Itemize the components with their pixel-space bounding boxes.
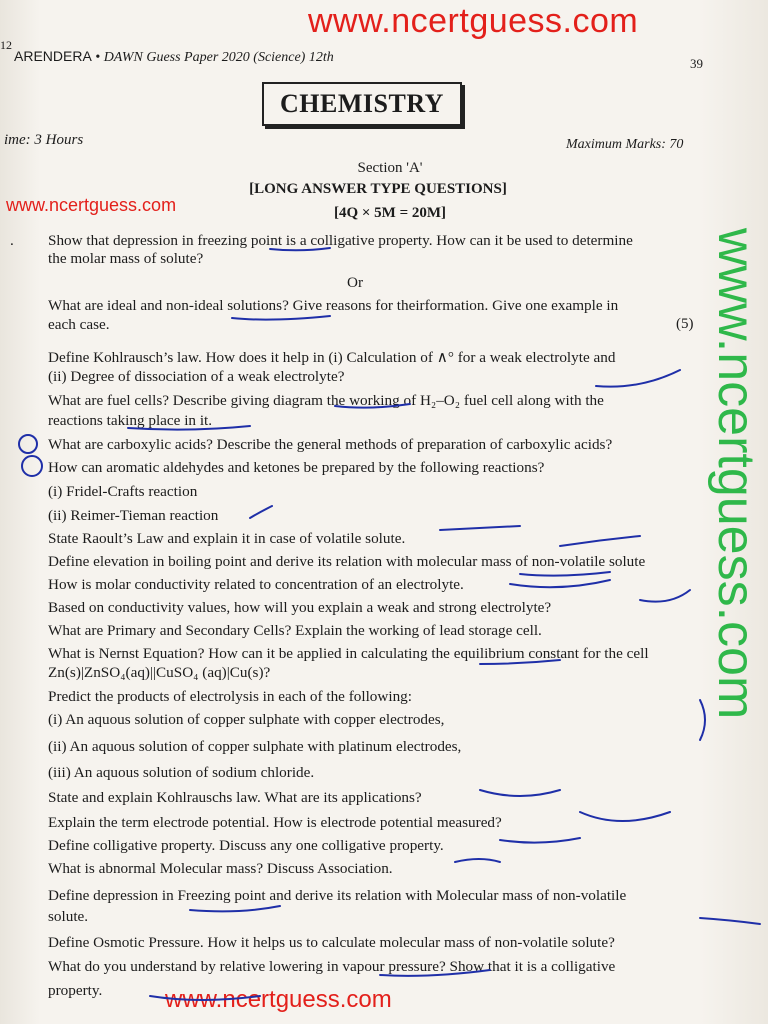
watermark-right-text: www.ncertguess.com	[707, 228, 765, 720]
page-number: 39	[690, 56, 703, 71]
question-line: What are Primary and Secondary Cells? Explain the working of lead storage cell.	[48, 622, 542, 639]
section-type: [LONG ANSWER TYPE QUESTIONS]	[249, 181, 507, 197]
section-name: Section 'A'	[357, 160, 423, 176]
question-line: What is Nernst Equation? How can it be applied in calculating the equilibrium constant for the cell	[48, 645, 649, 662]
question-line: Define depression in Freezing point and derive its relation with Molecular mass of non-volatile	[48, 887, 627, 904]
question-line: Predict the products of electrolysis in each of the following:	[48, 688, 412, 705]
question-line: (ii) Reimer-Tieman reaction	[48, 507, 219, 524]
sub-question: (i) An aquous solution of copper sulphate with copper electrodes,	[48, 711, 445, 728]
question-line: How is molar conductivity related to concentration of an electrolyte.	[48, 576, 464, 593]
question-line: Define colligative property. Discuss any one colligative property.	[48, 837, 444, 854]
cell-notation: Zn(s)|ZnSO₄(aq)||CuSO₄ (aq)|Cu(s)?	[48, 664, 271, 681]
question-line: Based on conductivity values, how will you explain a weak and strong electrolyte?	[48, 599, 552, 616]
question-line: What are carboxylic acids? Describe the general methods of preparation of carboxylic acids?	[48, 436, 613, 453]
subject-title: CHEMISTRY	[262, 82, 462, 126]
question-line: (i) Fridel-Crafts reaction	[48, 483, 198, 500]
question-line: State and explain Kohlrauschs law. What are its applications?	[48, 789, 422, 806]
time-allowed: ime: 3 Hours	[4, 132, 84, 148]
question-line: What is abnormal Molecular mass? Discuss Association.	[48, 860, 393, 877]
question-line: Explain the term electrode potential. How is electrode potential measured?	[48, 814, 502, 831]
watermark-right	[706, 228, 766, 848]
question-line: Define Kohlrausch’s law. How does it help in (i) Calculation of ∧° for a weak electrolyte and	[48, 349, 616, 366]
question-line: Show that depression in freezing point is a colligative property. How can it be used to determine	[48, 232, 633, 249]
question-line: (ii) Degree of dissociation of a weak electrolyte?	[48, 368, 345, 385]
sub-question: (ii) An aquous solution of copper sulphate with platinum electrodes,	[48, 738, 462, 755]
section-scheme: [4Q × 5M = 20M]	[333, 205, 447, 221]
question-line: State Raoult’s Law and explain it in case of volatile solute.	[48, 530, 406, 547]
publisher-line	[14, 48, 334, 66]
question-line: solute.	[48, 908, 89, 925]
watermark-bottom: www.ncertguess.com	[165, 986, 392, 1013]
question-line: Define elevation in boiling point and derive its relation with molecular mass of non-volatile solute	[48, 553, 646, 570]
marks-label: (5)	[676, 316, 694, 332]
question-line: each case.	[48, 316, 110, 333]
question-line: What do you understand by relative lowering in vapour pressure? Show that it is a colligative	[48, 958, 616, 975]
series-name: • DAWN Guess Paper 2020 (Science) 12th	[95, 50, 334, 65]
question-line: property.	[48, 982, 103, 999]
question-line: What are fuel cells? Describe giving diagram the working of H₂–O₂ fuel cell along with the	[48, 392, 604, 409]
page-left-number: 12	[0, 38, 12, 52]
publisher-name: ARENDERA	[14, 48, 92, 64]
watermark-left: www.ncertguess.com	[6, 195, 177, 215]
maximum-marks: Maximum Marks: 70	[566, 137, 684, 152]
watermark-top: www.ncertguess.com	[308, 2, 639, 40]
question-line: reactions taking place in it.	[48, 412, 213, 429]
question-line: How can aromatic aldehydes and ketones be prepared by the following reactions?	[48, 459, 545, 476]
question-line: Define Osmotic Pressure. How it helps us to calculate molecular mass of non-volatile solute?	[48, 934, 615, 951]
question-line: What are ideal and non-ideal solutions? Give reasons for theirformation. Give one example in	[48, 297, 619, 314]
or-separator: Or	[347, 274, 364, 291]
bullet-mark: .	[10, 232, 14, 249]
sub-question: (iii) An aquous solution of sodium chloride.	[48, 764, 315, 781]
question-line: the molar mass of solute?	[48, 250, 204, 267]
page-header	[0, 38, 703, 71]
